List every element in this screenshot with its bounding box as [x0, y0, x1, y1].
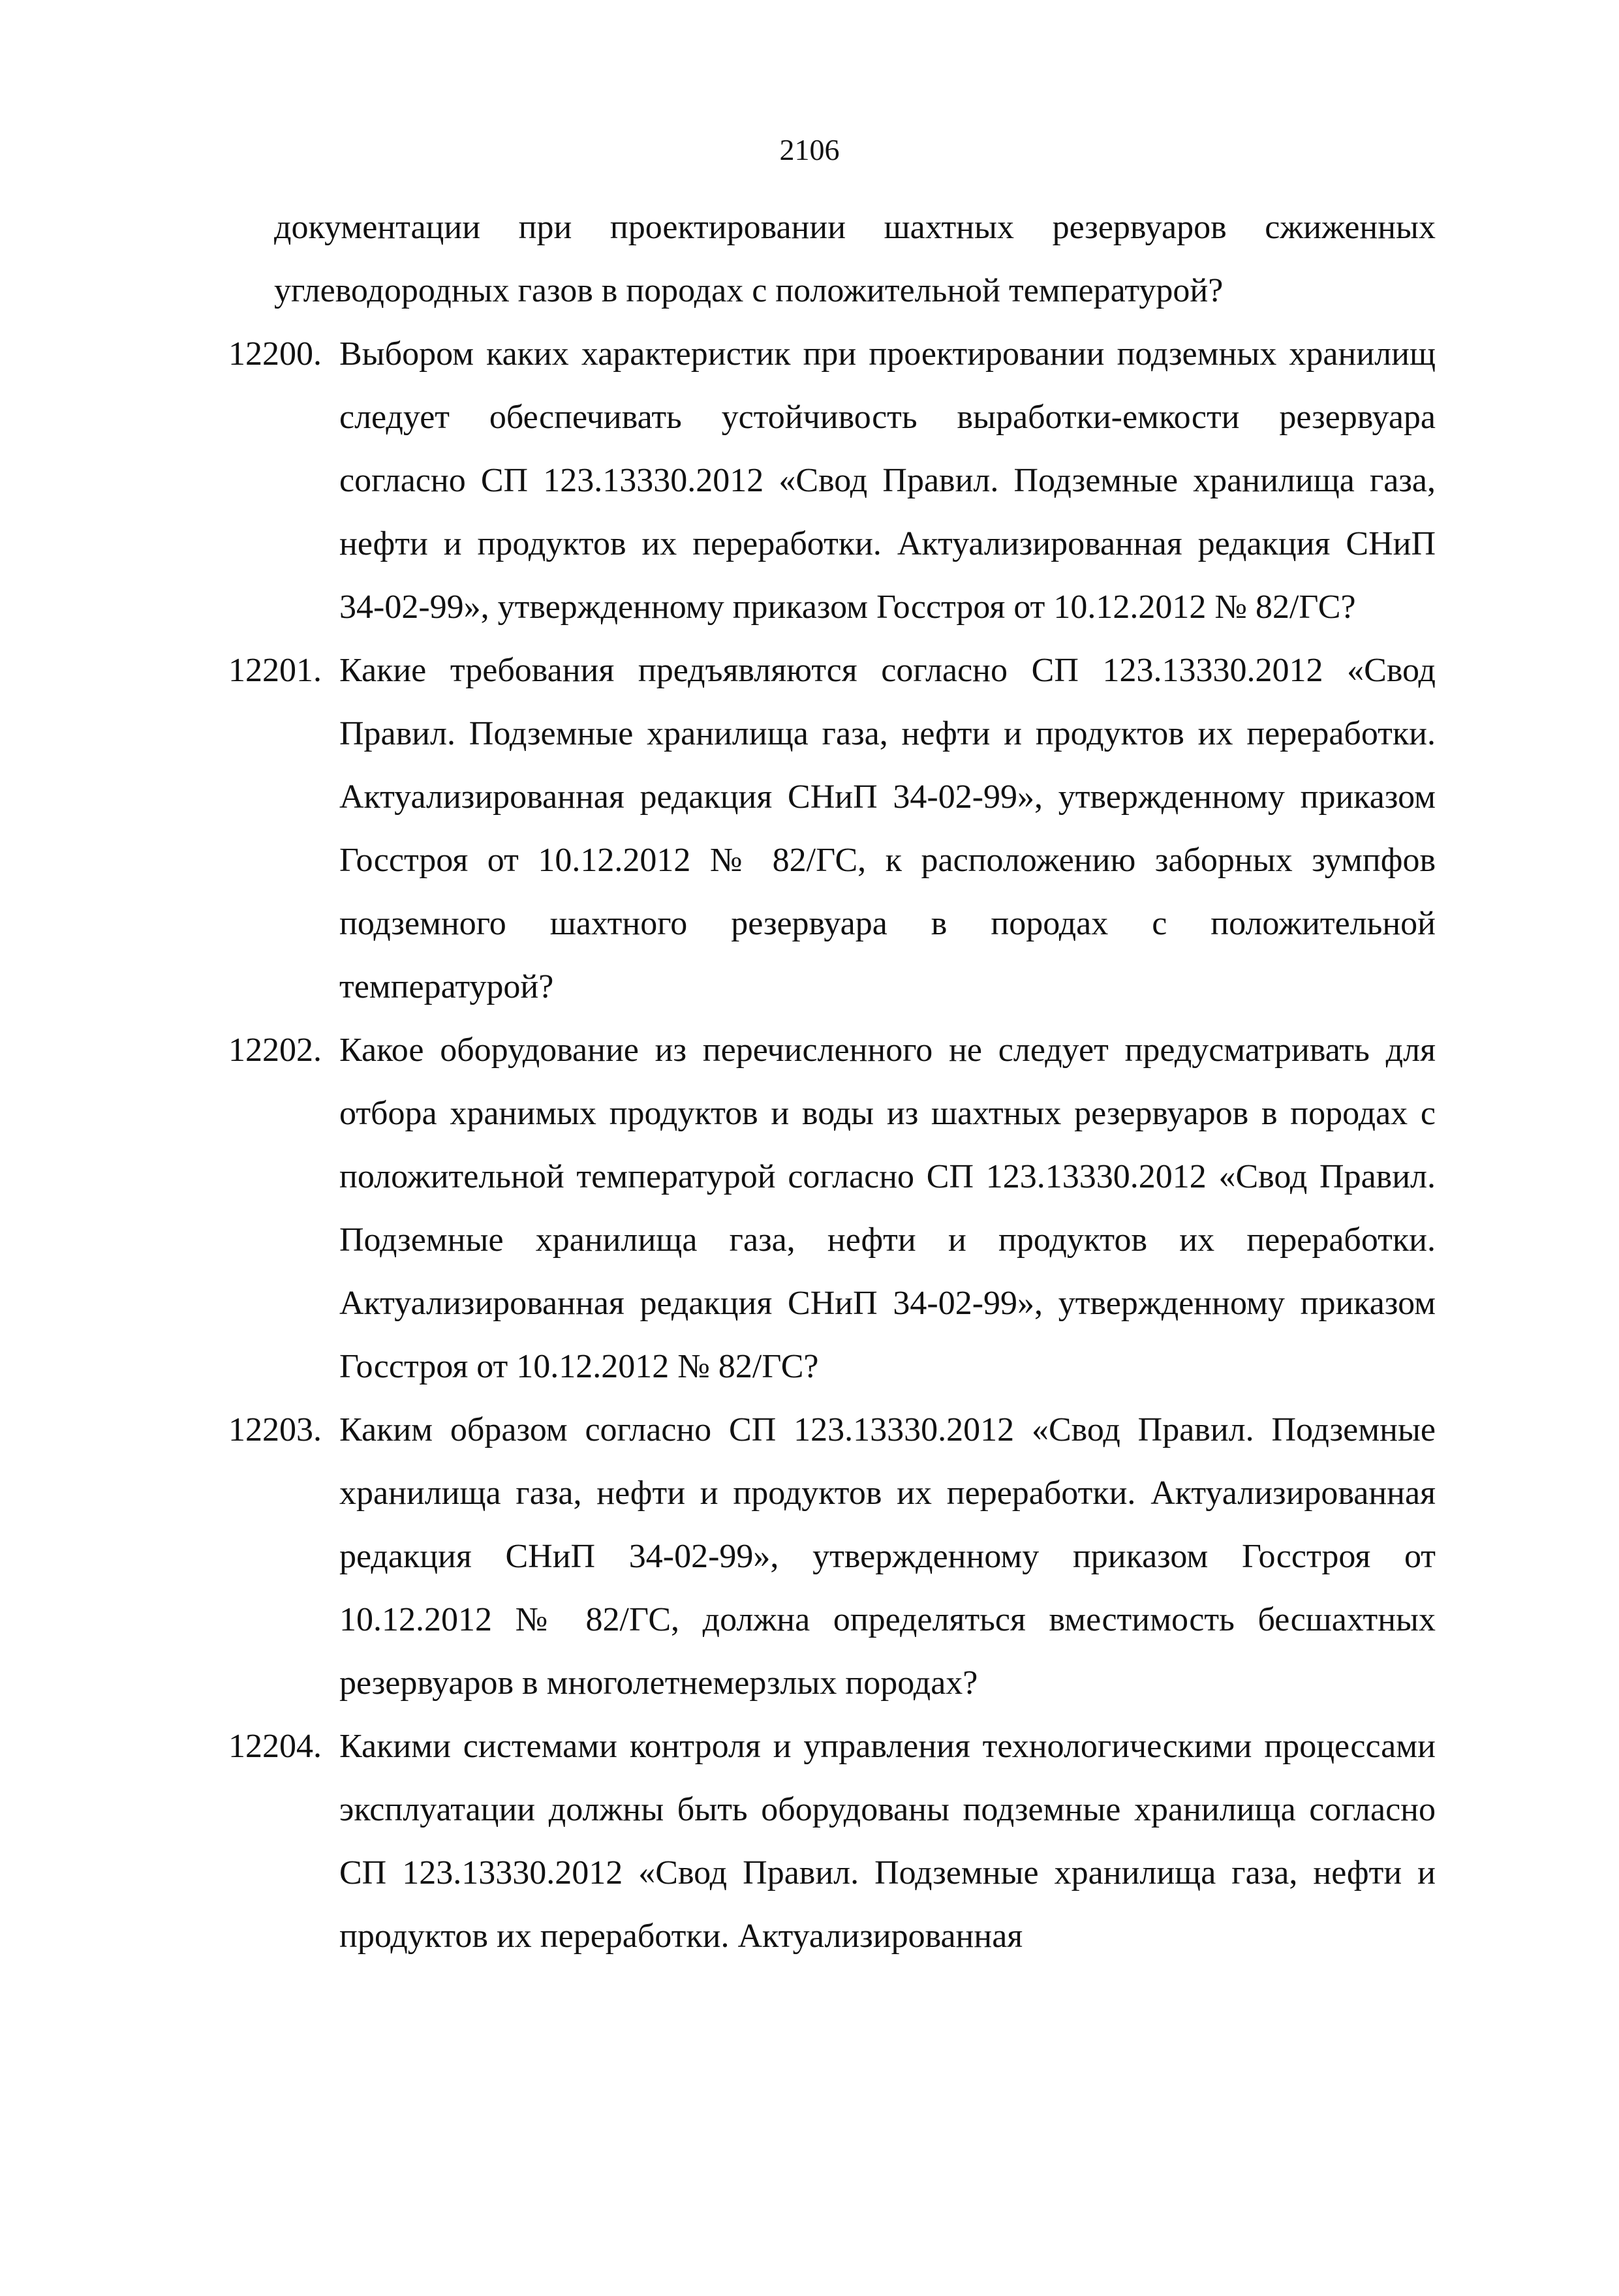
continuation-paragraph: документации при проектировании шахтных резервуаров сжиженных углеводородных газов в породах с положительной температурой? — [274, 209, 1436, 309]
question-text: Каким образом согласно СП 123.13330.2012 «Свод Правил. Подземные хранилища газа, нефти и продуктов их переработки. Актуализированная редакция СНиП 34-02-99», утвержденному приказом Госстроя от 10.12.2012 № 82/ГС, должна определяться вместимость бесшахтных резервуаров в многолетнемерзлых породах? — [339, 1411, 1436, 1702]
question-number: 12204. — [228, 1728, 322, 1765]
question-text: Какие требования предъявляются согласно СП 123.13330.2012 «Свод Правил. Подземные хранилища газа, нефти и продуктов их переработки. Актуализированная редакция СНиП 34-02-99», утвержденному приказом Госстроя от 10.12.2012 № 82/ГС, к расположению заборных зумпфов подземного шахтного резервуара в породах с положительной температурой? — [339, 652, 1436, 1005]
question-text: Какое оборудование из перечисленного не следует предусматривать для отбора хранимых продуктов и воды из шахтных резервуаров в породах с положительной температурой согласно СП 123.13330.2012 «Свод Правил. Подземные хранилища газа, нефти и продуктов их переработки. Актуализированная редакция СНиП 34-02-99», утвержденному приказом Госстроя от 10.12.2012 № 82/ГС? — [339, 1032, 1436, 1385]
question-number: 12201. — [228, 652, 322, 689]
question-number: 12203. — [228, 1411, 322, 1448]
question-item — [228, 1018, 1436, 1398]
question-text: Выбором каких характеристик при проектировании подземных хранилищ следует обеспечивать устойчивость выработки-емкости резервуара согласно СП 123.13330.2012 «Свод Правил. Подземные хранилища газа, нефти и продуктов их переработки. Актуализированная редакция СНиП 34-02-99», утвержденному приказом Госстроя от 10.12.2012 № 82/ГС? — [339, 335, 1436, 626]
question-number: 12200. — [228, 335, 322, 373]
question-item — [228, 639, 1436, 1018]
question-list — [228, 196, 1436, 1968]
question-number: 12202. — [228, 1032, 322, 1069]
question-item — [228, 1715, 1436, 1968]
question-text: Какими системами контроля и управления технологическими процессами эксплуатации должны быть оборудованы подземные хранилища согласно СП 123.13330.2012 «Свод Правил. Подземные хранилища газа, нефти и продуктов их переработки. Актуализированная — [339, 1728, 1436, 1955]
question-item — [228, 1398, 1436, 1715]
page-number: 2106 — [779, 133, 840, 166]
question-item — [228, 322, 1436, 639]
